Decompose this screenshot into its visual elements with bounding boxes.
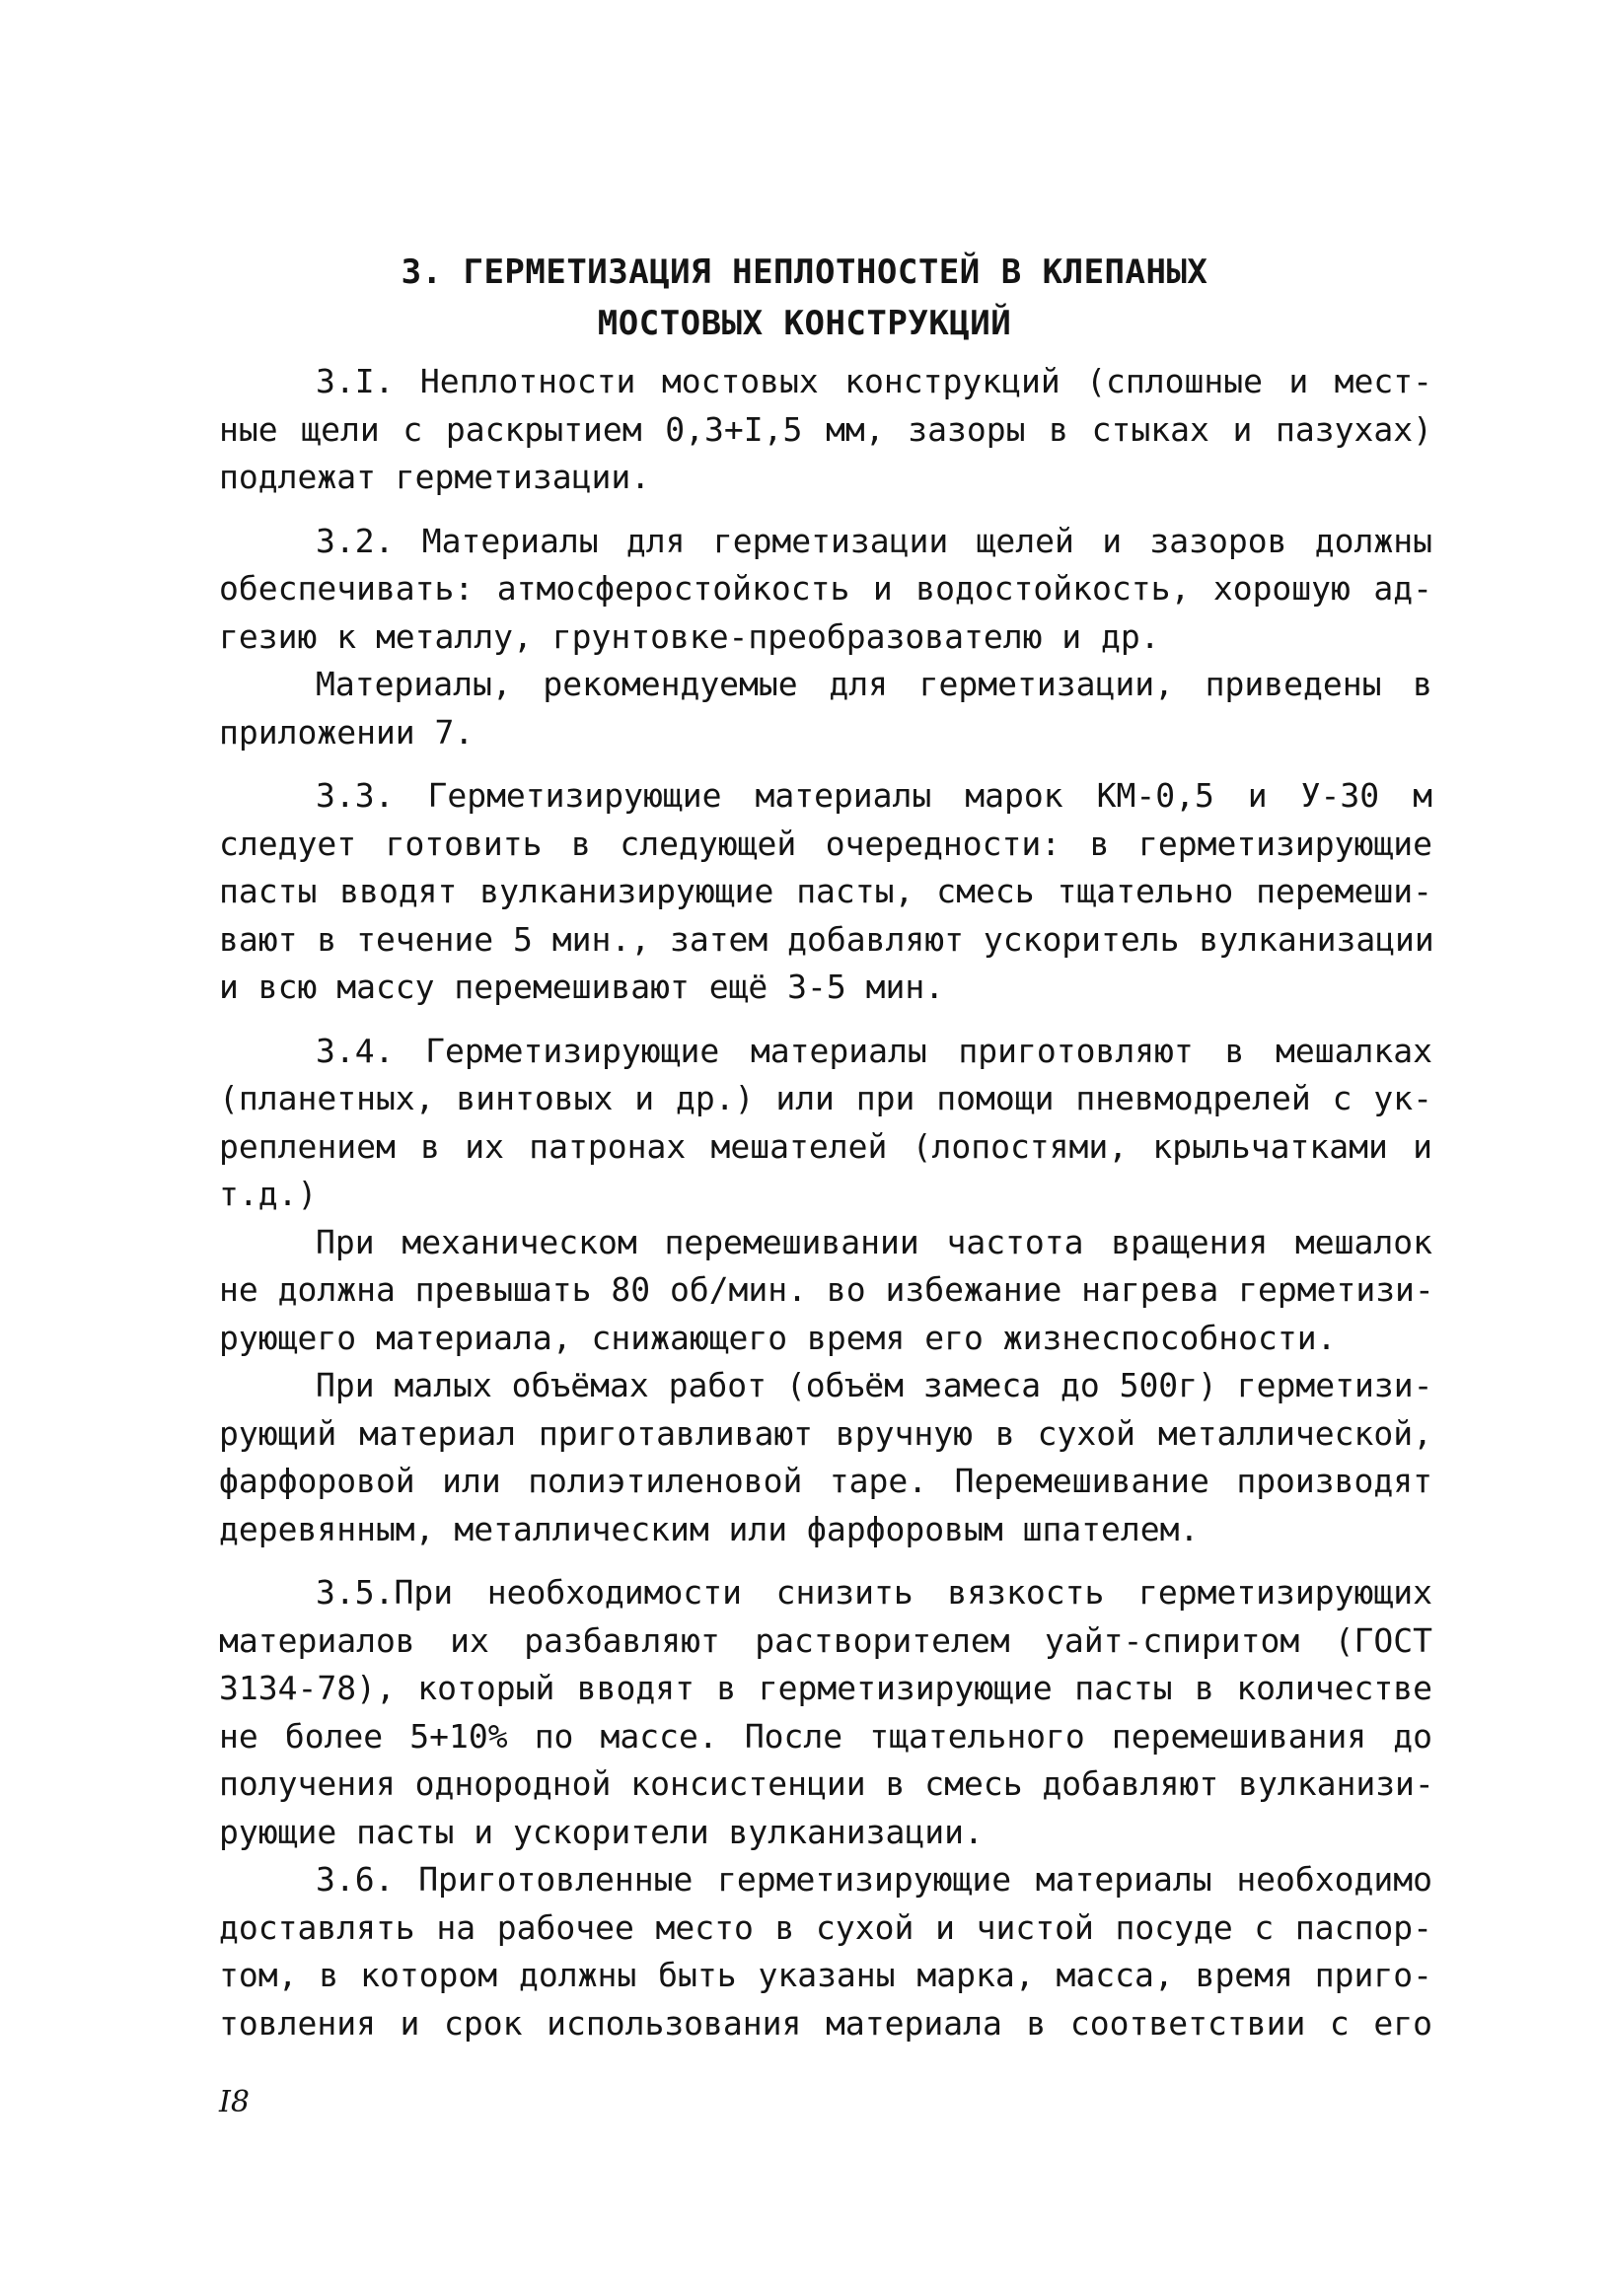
paragraph-3-1 bbox=[219, 358, 1432, 502]
text-line: рующего материала, снижающего время его жизнеспособности. bbox=[219, 1318, 1337, 1357]
text-line: подлежат герметизации. bbox=[219, 458, 651, 496]
text-line: ные щели с раскрытием 0,3+I,5 мм, зазоры в стыках и пазухах) bbox=[219, 409, 1432, 449]
text-line: При механическом перемешивании частота вращения мешалок bbox=[316, 1222, 1432, 1261]
text-line: вают в течение 5 мин., затем добавляют ускоритель вулканизации bbox=[219, 919, 1434, 959]
paragraph-3-4-small-volumes bbox=[219, 1362, 1432, 1553]
text-line: следует готовить в следующей очередности: в герметизирующие bbox=[219, 824, 1432, 863]
text-line: реплением в их патронах мешателей (лопостями, крыльчатками и bbox=[219, 1126, 1432, 1166]
paragraph-3-3 bbox=[219, 772, 1432, 1012]
text-line: деревянным, металлическим или фарфоровым шпателем. bbox=[219, 1509, 1200, 1548]
text-line: не должна превышать 80 об/мин. во избежание нагрева герметизи- bbox=[219, 1270, 1434, 1309]
text-line: обеспечивать: атмосферостойкость и водостойкость, хорошую ад- bbox=[219, 569, 1432, 608]
text-line: 3.5.При необходимости снизить вязкость герметизирующих bbox=[316, 1573, 1432, 1612]
text-line: рующие пасты и ускорители вулканизации. bbox=[219, 1812, 984, 1851]
text-line: и всю массу перемешивают ещё 3-5 мин. bbox=[219, 968, 945, 1006]
body-text bbox=[219, 358, 1432, 2047]
text-line: 3134-78), который вводят в герметизирующие пасты в количестве bbox=[219, 1669, 1432, 1707]
section-title-line-2: МОСТОВЫХ КОНСТРУКЦИЙ bbox=[597, 304, 1012, 343]
text-line: 3.2. Материалы для герметизации щелей и зазоров должны bbox=[316, 521, 1432, 560]
text-line: приложении 7. bbox=[219, 712, 475, 752]
text-line: гезию к металлу, грунтовке-преобразователю и др. bbox=[219, 616, 1160, 656]
text-line: т.д.) bbox=[219, 1175, 318, 1213]
text-line: материалов их разбавляют растворителем уайт-спиритом (ГОСТ bbox=[219, 1620, 1432, 1660]
text-line: При малых объёмах работ (объём замеса до 500г) герметизи- bbox=[316, 1366, 1433, 1404]
paragraph-3-6 bbox=[219, 1856, 1432, 2047]
text-line: (планетных, винтовых и др.) или при помощи пневмодрелей с ук- bbox=[219, 1079, 1432, 1117]
text-line: том, в котором должны быть указаны марка, масса, время приго- bbox=[219, 1956, 1432, 1994]
paragraph-3-2 bbox=[219, 518, 1432, 662]
text-line: 3.I. Неплотности мостовых конструкций (сплошные и мест- bbox=[316, 362, 1432, 400]
paragraph-3-2-materials bbox=[219, 661, 1432, 756]
paragraph-3-4 bbox=[219, 1028, 1432, 1219]
section-title bbox=[0, 247, 1609, 349]
page-number: I8 bbox=[219, 2085, 250, 2119]
text-line: рующий материал приготавливают вручную в сухой металлической, bbox=[219, 1413, 1432, 1453]
section-title-line-1: 3. ГЕРМЕТИЗАЦИЯ НЕПЛОТНОСТЕЙ В КЛЕПАНЫХ bbox=[401, 252, 1208, 292]
text-line: фарфоровой или полиэтиленовой таре. Перемешивание производят bbox=[219, 1462, 1432, 1500]
paragraph-3-4-mixing bbox=[219, 1219, 1432, 1363]
text-line: доставлять на рабочее место в сухой и чистой посуде с паспор- bbox=[219, 1907, 1432, 1947]
text-line: Материалы, рекомендуемые для герметизации, приведены в bbox=[316, 665, 1432, 703]
text-line: 3.3. Герметизирующие материалы марок КМ-0,5 и У-30 м bbox=[316, 776, 1432, 815]
text-line: не более 5+10% по массе. После тщательного перемешивания до bbox=[219, 1716, 1432, 1756]
text-line: 3.4. Герметизирующие материалы приготовляют в мешалках bbox=[316, 1031, 1432, 1070]
text-line: получения однородной консистенции в смесь добавляют вулканизи- bbox=[219, 1764, 1434, 1803]
paragraph-3-5 bbox=[219, 1569, 1432, 1856]
text-line: 3.6. Приготовленные герметизирующие материалы необходимо bbox=[316, 1860, 1432, 1899]
text-line: товления и срок использования материала в соответствии с его bbox=[219, 2003, 1432, 2043]
text-line: пасты вводят вулканизирующие пасты, смесь тщательно перемеши- bbox=[219, 872, 1432, 910]
